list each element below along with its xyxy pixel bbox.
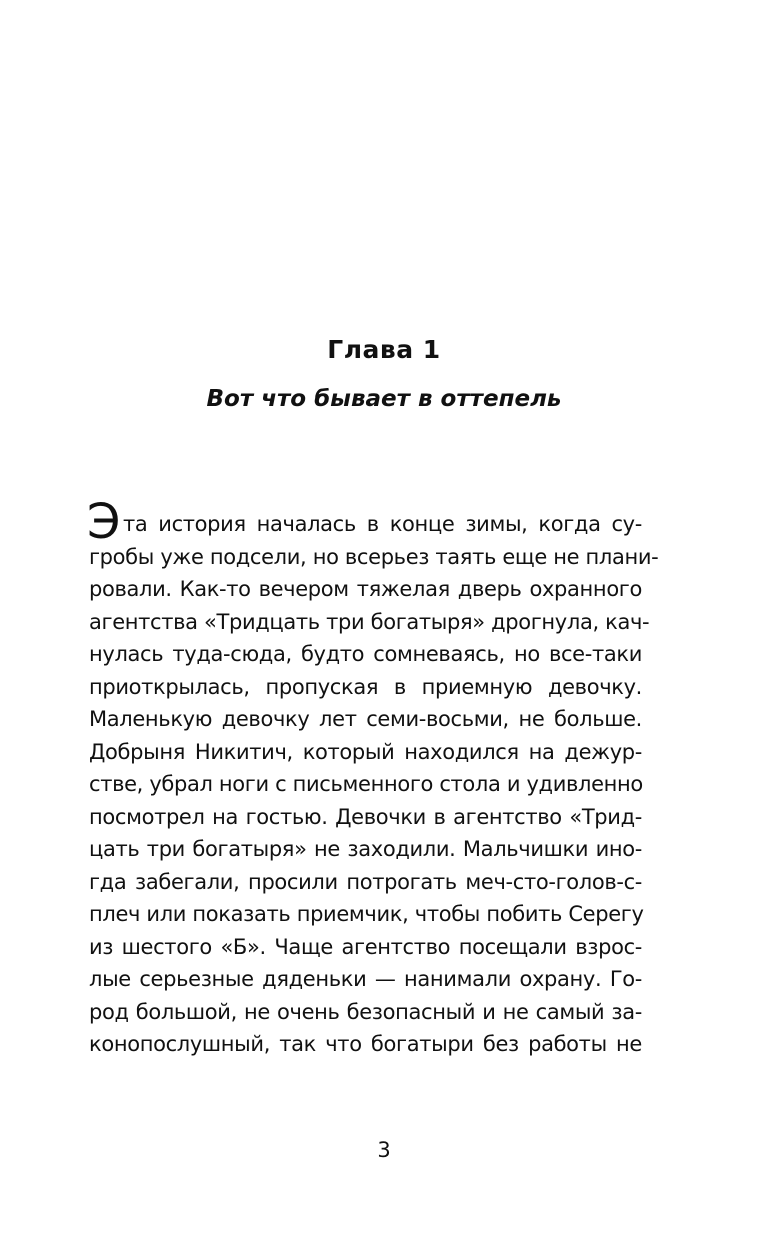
chapter-title: Глава 1 [327,335,441,364]
drop-cap: Э [87,494,121,550]
text-line: ровали. Как-то вечером тяжелая дверь охранного [89,577,642,601]
text-line: нулась туда-сюда, будто сомневаясь, но все-таки [89,642,642,666]
text-line: стве, убрал ноги с письменного стола и удивленно [89,772,643,796]
text-line: Маленькую девочку лет семи-восьми, не больше. [89,707,642,731]
text-line: агентства «Тридцать три богатыря» дрогнула, кач- [89,609,650,634]
text-line: Добрыня Никитич, который находился на дежур- [89,739,642,764]
text-line: плеч или показать приемчик, чтобы побить Серегу [89,902,644,926]
text-line: гробы уже подсели, но всерьез таять еще не плани- [89,544,659,569]
text-line: приоткрылась, пропуская в приемную девочку. [89,674,642,699]
text-line: гда забегали, просили потрогать меч-сто-голов-с- [89,869,642,894]
chapter-subtitle: Вот что бывает в оттепель [206,386,562,412]
text-line: из шестого «Б». Чаще агентство посещали взрос- [89,934,642,959]
text-line: посмотрел на гостью. Девочки в агентство «Трид- [89,804,642,829]
text-line: род большой, не очень безопасный и не самый за- [89,999,642,1024]
text-line: лые серьезные дяденьки — нанимали охрану. Го- [89,967,642,991]
text-line: та история началась в конце зимы, когда су- [123,512,642,536]
page-number: 3 [377,1138,391,1162]
chapter-body [87,494,659,1061]
text-line: цать три богатыря» не заходили. Мальчишки ино- [89,837,642,861]
text-line: конопослушный, так что богатыри без работы не [89,1032,642,1056]
